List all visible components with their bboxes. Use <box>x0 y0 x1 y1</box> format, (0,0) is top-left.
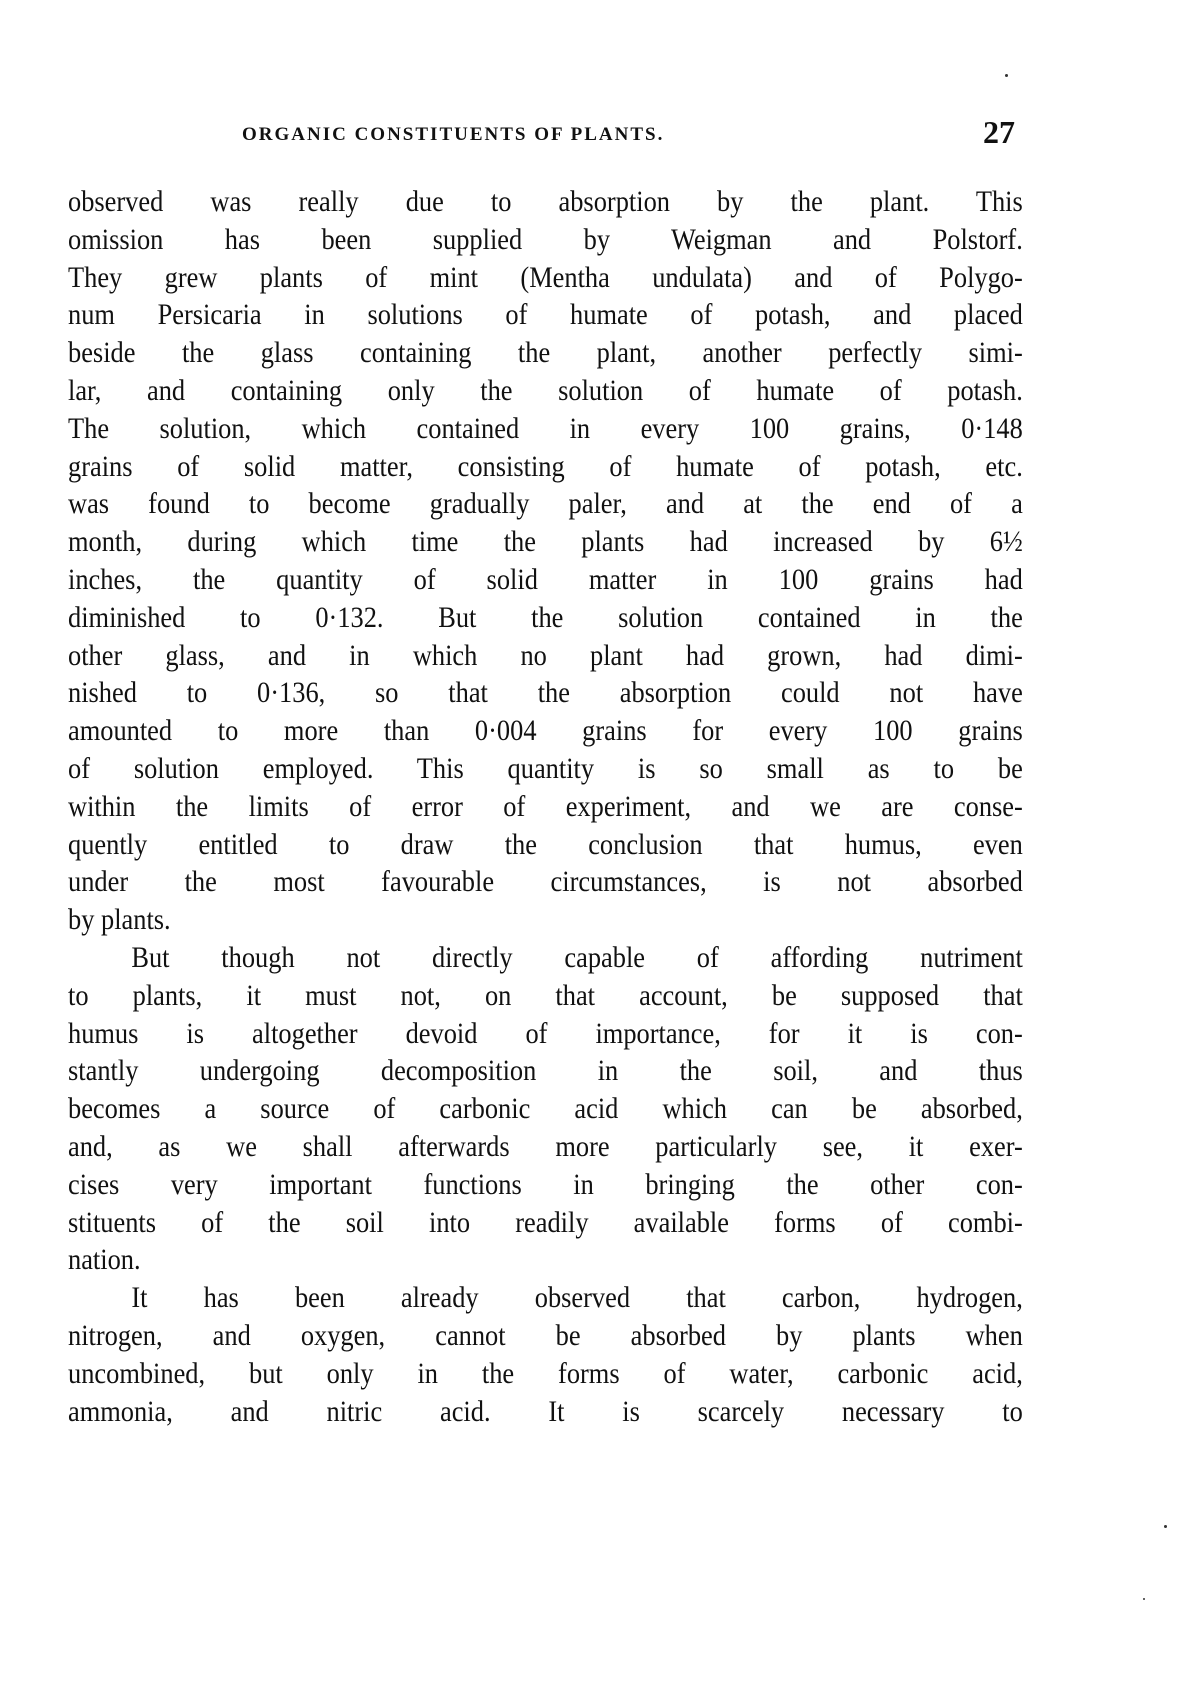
text-line: nished to 0·136, so that the absorption could not have <box>68 676 1023 710</box>
text-line: The solution, which contained in every 100 grains, 0·148 <box>68 411 1023 445</box>
text-line: observed was really due to absorption by the plant. This <box>68 185 1023 218</box>
text-line: month, during which time the plants had increased by 6½ <box>68 525 1023 559</box>
text-line: cises very important functions in bringing the other con- <box>68 1167 1023 1201</box>
text-line: becomes a source of carbonic acid which can be absorbed, <box>68 1092 1023 1126</box>
text-line: of solution employed. This quantity is so small as to be <box>68 751 1023 785</box>
text-line: inches, the quantity of solid matter in 100 grains had <box>68 562 1023 596</box>
scan-speck <box>1143 1598 1145 1600</box>
text-line: within the limits of error of experiment, and we are conse- <box>68 789 1023 823</box>
text-line: They grew plants of mint (Mentha undulata) and of Polygo- <box>68 260 1023 294</box>
text-line: was found to become gradually paler, and at the end of a <box>68 487 1023 521</box>
text-line: amounted to more than 0·004 grains for every 100 grains <box>68 714 1023 748</box>
text-line: to plants, it must not, on that account, be supposed that <box>68 978 1023 1012</box>
text-line: stantly undergoing decomposition in the soil, and thus <box>68 1054 1023 1088</box>
text-line: lar, and containing only the solution of humate of potash. <box>68 373 1023 407</box>
text-line: omission has been supplied by Weigman and Polstorf. <box>68 222 1023 256</box>
text-line: ammonia, and nitric acid. It is scarcely necessary to <box>68 1394 1023 1428</box>
running-title: ORGANIC CONSTITUENTS OF PLANTS. <box>242 124 665 145</box>
text-line: diminished to 0·132. But the solution contained in the <box>68 600 1023 634</box>
text-line: It has been already observed that carbon, hydrogen, <box>131 1281 1023 1315</box>
text-line: But though not directly capable of affording nutriment <box>131 940 1023 974</box>
text-line: stituents of the soil into readily available forms of combi- <box>68 1205 1023 1239</box>
page-number: 27 <box>983 114 1015 150</box>
running-head <box>68 114 1023 158</box>
text-line: other glass, and in which no plant had grown, had dimi- <box>68 638 1023 672</box>
text-line: under the most favourable circumstances, is not absorbed <box>68 865 1023 899</box>
text-line: num Persicaria in solutions of humate of potash, and placed <box>68 298 1023 332</box>
text-line: grains of solid matter, consisting of humate of potash, etc. <box>68 449 1023 483</box>
paragraph-3 <box>68 1279 1023 1430</box>
text-line: humus is altogether devoid of importance, for it is con- <box>68 1016 1023 1050</box>
scan-speck <box>1005 74 1008 77</box>
body-text <box>68 183 1023 1430</box>
scan-speck <box>1164 1525 1167 1528</box>
text-line: by plants. <box>68 903 171 937</box>
paragraph-1 <box>68 183 1023 939</box>
text-line: nation. <box>68 1243 141 1277</box>
text-line: uncombined, but only in the forms of water, carbonic acid, <box>68 1356 1023 1390</box>
paragraph-2 <box>68 939 1023 1279</box>
text-line: beside the glass containing the plant, another perfectly simi- <box>68 336 1023 370</box>
text-line: and, as we shall afterwards more particularly see, it exer- <box>68 1129 1023 1163</box>
text-line: nitrogen, and oxygen, cannot be absorbed by plants when <box>68 1318 1023 1352</box>
text-line: quently entitled to draw the conclusion that humus, even <box>68 827 1023 861</box>
